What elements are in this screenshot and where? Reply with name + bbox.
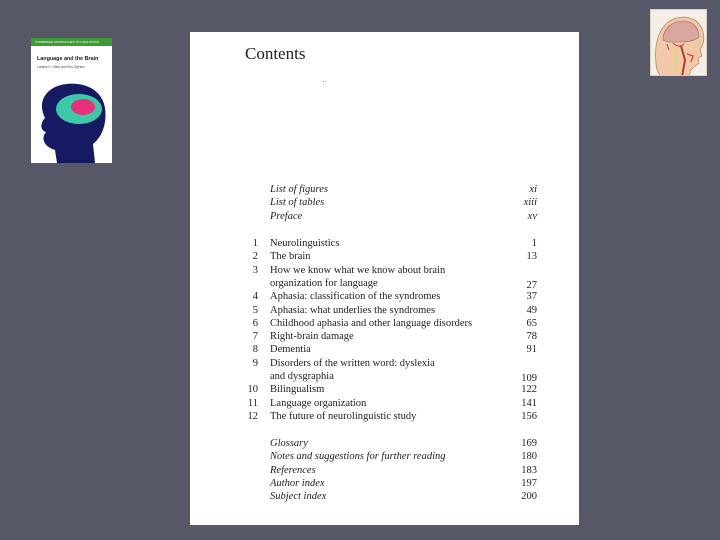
toc-frontmatter-page: xi <box>529 184 537 195</box>
toc-chapter-page: 156 <box>521 410 537 422</box>
toc-chapter-number: 2 <box>252 251 258 263</box>
toc-backmatter-label: Glossary <box>270 438 308 449</box>
toc-chapter-title: Childhood aphasia and other language disorders <box>270 317 473 329</box>
toc-backmatter-page: 183 <box>521 464 537 476</box>
document-page <box>190 32 579 525</box>
toc-chapter-title: Aphasia: classification of the syndromes <box>270 291 441 303</box>
toc-chapter-title: The future of neurolinguistic study <box>270 410 417 422</box>
page-title: Contents <box>245 44 306 63</box>
toc-chapter-title: Aphasia: what underlies the syndromes <box>270 304 436 316</box>
toc-chapter-number: 8 <box>252 344 258 356</box>
toc-chapter-number: 5 <box>252 304 258 316</box>
toc-chapter-title: How we know what we know about brain <box>270 264 446 276</box>
toc-chapter-number: 6 <box>252 317 258 329</box>
toc-chapter-title: Disorders of the written word: dyslexia <box>270 357 435 369</box>
toc-chapter-number: 9 <box>252 357 258 369</box>
toc-chapter-title: Dementia <box>270 344 311 356</box>
toc-chapter-title: Language organization <box>270 397 367 409</box>
toc-chapter-title: Right-brain damage <box>270 331 354 343</box>
book-cover-thumbnail <box>31 38 112 163</box>
table-of-contents <box>190 32 579 525</box>
toc-backmatter-label: Notes and suggestions for further reading <box>270 451 446 463</box>
toc-chapter-number: 12 <box>247 410 258 422</box>
toc-chapter-page: 91 <box>526 344 537 356</box>
toc-frontmatter-label: List of figures <box>270 184 328 195</box>
toc-frontmatter-label: List of tables <box>270 197 325 209</box>
toc-chapter-page: 37 <box>526 291 537 303</box>
toc-backmatter-page: 180 <box>521 451 537 463</box>
toc-chapter-title: and dysgraphia <box>270 371 334 382</box>
toc-frontmatter-page: xv <box>527 210 537 222</box>
toc-chapter-number: 4 <box>252 291 258 303</box>
brain-anatomy-illustration <box>650 9 707 76</box>
toc-chapter-page: 49 <box>526 304 537 316</box>
toc-chapter-page: 141 <box>521 397 537 409</box>
toc-backmatter-page: 200 <box>521 491 537 503</box>
toc-chapter-page: 78 <box>526 331 537 343</box>
toc-chapter-page: 1 <box>531 238 537 249</box>
toc-chapter-page: 109 <box>521 373 537 384</box>
toc-chapter-page: 122 <box>521 384 537 396</box>
toc-frontmatter-label: Preface <box>270 210 303 222</box>
toc-chapter-page: 13 <box>526 251 537 263</box>
toc-chapter-title: Bilingualism <box>270 384 325 396</box>
toc-chapter-number: 7 <box>252 331 258 343</box>
toc-chapter-title: Neurolinguistics <box>270 238 340 249</box>
toc-chapter-title: organization for language <box>270 277 378 289</box>
sagittal-head-drawing <box>651 10 707 76</box>
toc-backmatter-page: 197 <box>521 477 537 489</box>
toc-chapter-title: The brain <box>270 251 311 263</box>
toc-chapter-number: 3 <box>252 264 258 276</box>
cover-title: Language and the Brain <box>37 56 99 62</box>
cover-author: Loraine K. Obler and Kris Gjerlow <box>37 65 85 69</box>
toc-chapter-page: 27 <box>526 279 537 291</box>
toc-backmatter-page: 169 <box>521 438 537 449</box>
toc-backmatter-label: Subject index <box>270 491 327 503</box>
toc-backmatter-label: References <box>270 464 316 476</box>
toc-chapter-page: 65 <box>526 317 537 329</box>
toc-chapter-number: 1 <box>252 238 258 249</box>
toc-backmatter-label: Author index <box>270 477 325 489</box>
cover-series-band: CAMBRIDGE APPROACHES TO LINGUISTICS <box>31 38 112 46</box>
toc-chapter-number: 10 <box>247 384 258 396</box>
toc-frontmatter-page: xiii <box>523 197 537 209</box>
toc-chapter-number: 11 <box>247 397 258 409</box>
